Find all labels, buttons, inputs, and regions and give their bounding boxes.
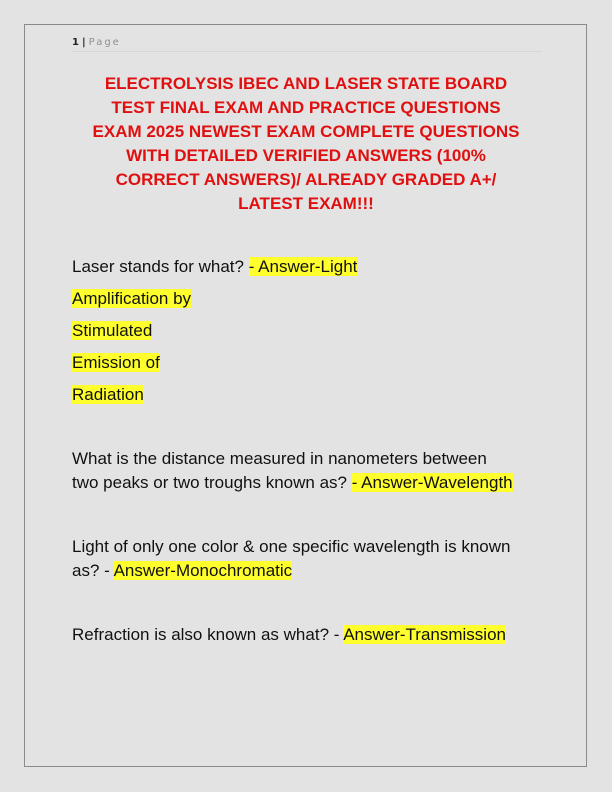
question-text: two peaks or two troughs known as? (72, 473, 352, 492)
page-label: Page (88, 37, 121, 48)
document-title (72, 72, 540, 216)
title-line: CORRECT ANSWERS)/ ALREADY GRADED A+/ (115, 170, 497, 189)
answer-text: - Answer-Wavelength (351, 473, 513, 492)
answer-text: Amplification by (72, 289, 192, 308)
title-line: LATEST EXAM!!! (238, 194, 374, 213)
title-line: EXAM 2025 NEWEST EXAM COMPLETE QUESTIONS (92, 122, 520, 141)
page-number: 1 (72, 37, 79, 48)
question-text: What is the distance measured in nanometers between (72, 449, 487, 468)
title-line: TEST FINAL EXAM AND PRACTICE QUESTIONS (111, 98, 501, 117)
answer-text: Answer-Monochromatic (113, 561, 293, 580)
qa-item-refraction (72, 623, 542, 647)
page-separator: | (81, 37, 86, 48)
question-text: Refraction is also known as what? - (72, 625, 344, 644)
question-text: as? - (72, 561, 114, 580)
answer-text: Emission of (72, 353, 160, 372)
answer-text: Radiation (72, 385, 144, 404)
answer-text: - Answer-Light (248, 257, 358, 276)
answer-text: Stimulated (72, 321, 153, 340)
answer-text: Answer-Transmission (343, 625, 506, 644)
page-header (72, 37, 542, 52)
qa-item-laser (72, 255, 542, 415)
question-text: Light of only one color & one specific wavelength is known (72, 537, 511, 556)
qa-item-wavelength (72, 447, 542, 495)
title-line: WITH DETAILED VERIFIED ANSWERS (100% (126, 146, 486, 165)
qa-item-monochromatic (72, 535, 542, 583)
question-text: Laser stands for what? (72, 257, 249, 276)
title-line: ELECTROLYSIS IBEC AND LASER STATE BOARD (104, 74, 508, 93)
